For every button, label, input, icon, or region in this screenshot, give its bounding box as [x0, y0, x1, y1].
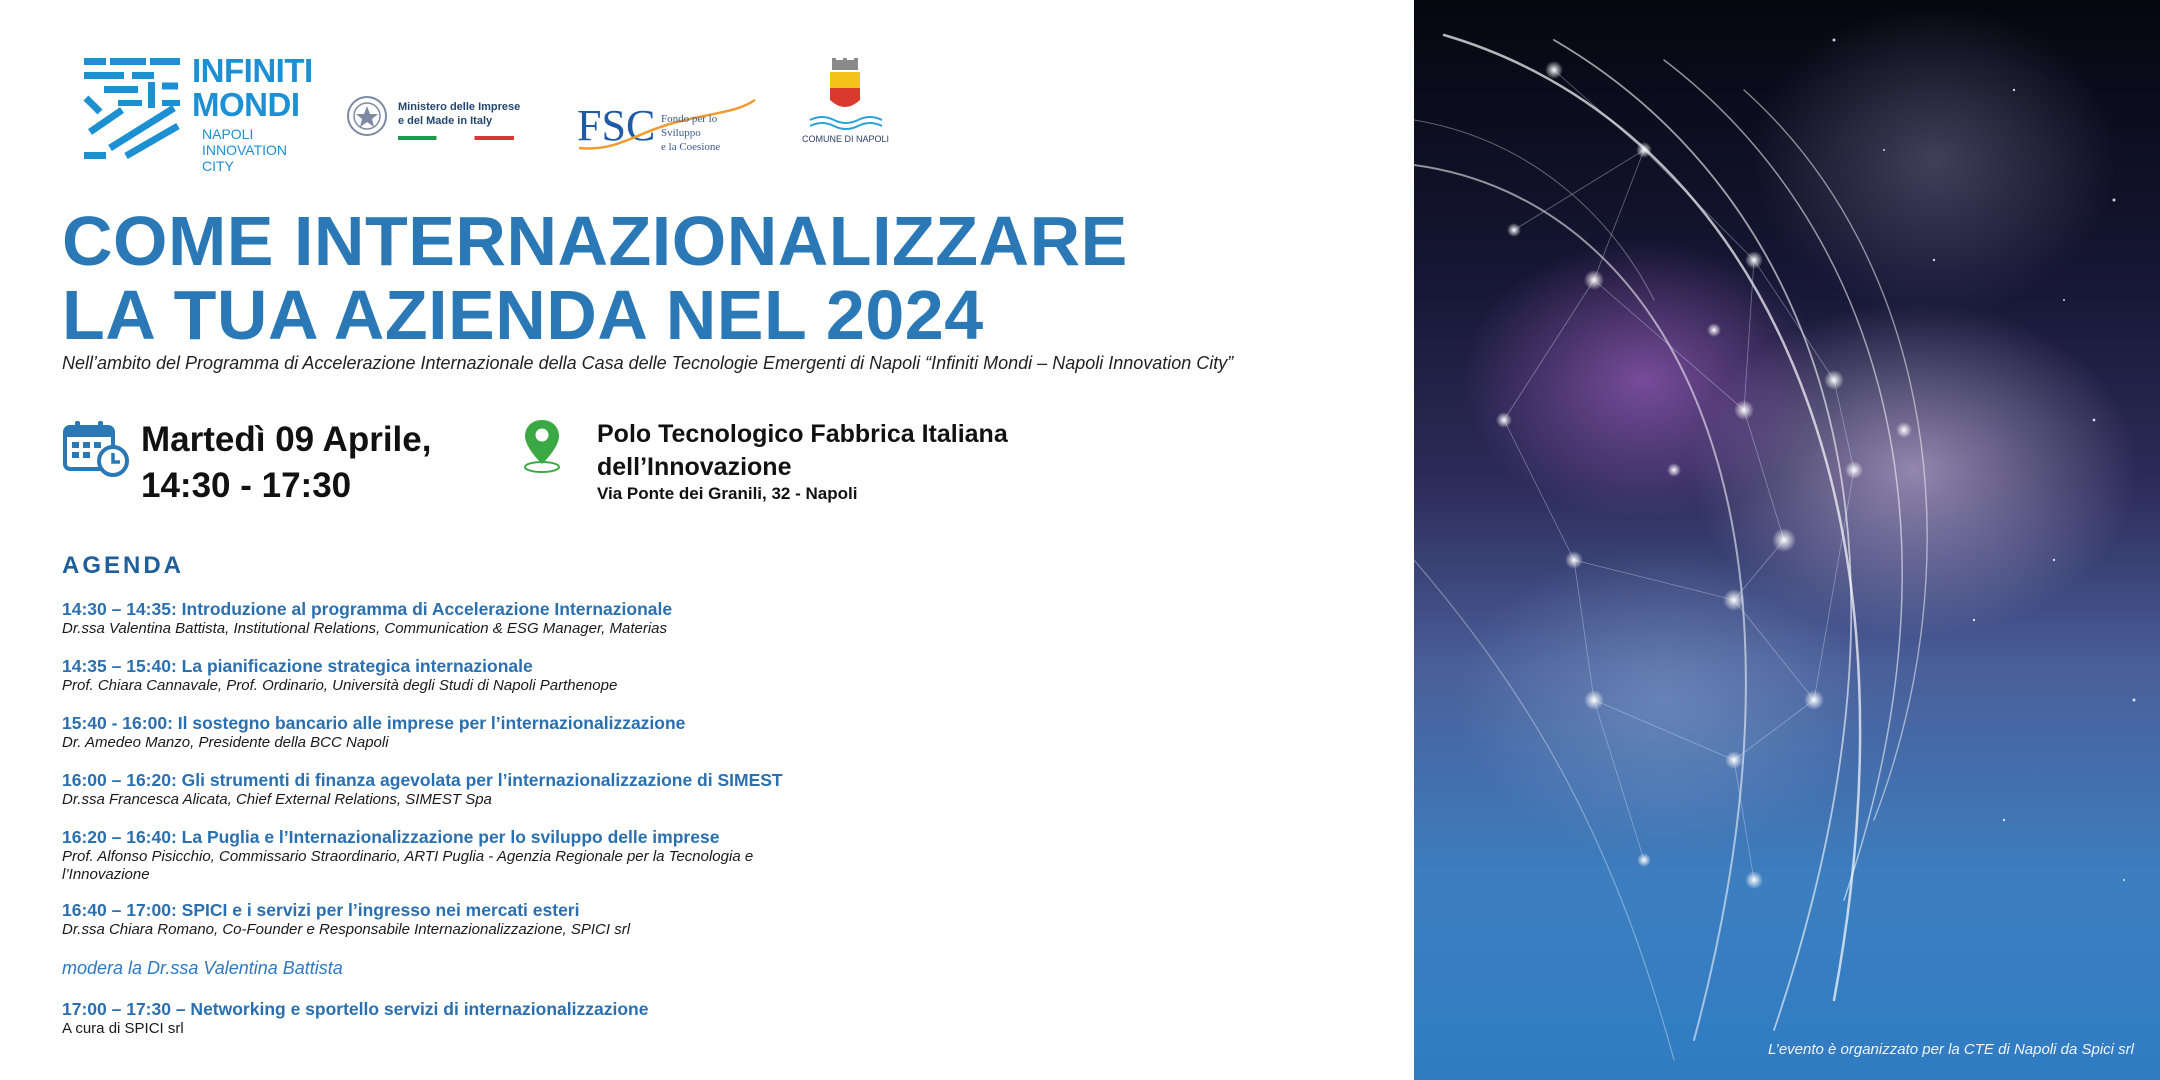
venue-name-line1: Polo Tecnologico Fabbrica Italiana [597, 420, 1008, 448]
fsc-logo-text: FSC [577, 101, 656, 150]
agenda-item-speaker: Dr.ssa Chiara Romano, Co-Founder e Responsabile Internazionalizzazione, SPICI srl [62, 921, 631, 938]
agenda-item-title: 15:40 - 16:00: Il sostegno bancario alle imprese per l’internazionalizzazione [62, 713, 686, 733]
agenda-item [62, 655, 822, 695]
network-mesh [1504, 70, 1854, 880]
agenda-item-speaker: Prof. Alfonso Pisicchio, Commissario Straordinario, ARTI Puglia - Agenzia Regionale per la Tecnologia e l’Innovazione [62, 848, 754, 883]
comune-di-napoli-logo [802, 58, 888, 158]
agenda-item-title: 16:00 – 16:20: Gli strumenti di finanza agevolata per l’internazionalizzazione di SIMEST [62, 770, 783, 790]
infiniti-mondi-logo [74, 52, 314, 174]
agenda-item [62, 826, 822, 884]
fsc-line1: Fondo per lo Sviluppo [661, 113, 718, 139]
network-globe-illustration [1414, 0, 2160, 1080]
tricolor-stripe [398, 136, 514, 140]
napoli-coat-of-arms-icon [802, 58, 888, 134]
fsc-line2: e la Coesione [661, 141, 721, 153]
organizer-credit: L’evento è organizzato per la CTE di Napoli da Spici srl [1767, 1041, 2134, 1058]
ministero-line2: e del Made in Italy [398, 115, 493, 127]
agenda-item-speaker: Dr.ssa Francesca Alicata, Chief External Relations, SIMEST Spa [62, 791, 492, 808]
partner-logos [64, 48, 914, 174]
stars [1833, 39, 2136, 882]
agenda-item-title: 16:40 – 17:00: SPICI e i servizi per l’ingresso nei mercati esteri [62, 900, 580, 920]
agenda-item-speaker: Dr.ssa Valentina Battista, Institutional Relations, Communication & ESG Manager, Materias [62, 620, 668, 637]
agenda-heading: AGENDA [62, 552, 185, 579]
logo-infiniti-text: INFINITI [192, 52, 313, 89]
infiniti-mondi-mark-icon [74, 52, 184, 168]
globe-network-image [1414, 0, 2160, 1080]
agenda-item-title: 14:35 – 15:40: La pianificazione strategica internazionale [62, 656, 533, 676]
agenda-item-speaker: Prof. Chiara Cannavale, Prof. Ordinario, Università degli Studi di Napoli Parthenope [62, 677, 618, 694]
page-title: COME INTERNAZIONALIZZARE LA TUA AZIENDA NEL 2024 [62, 202, 1128, 354]
logo-innovation-city-text: INNOVATION CITY [202, 142, 288, 174]
venue-address: Via Ponte dei Granili, 32 - Napoli [597, 484, 858, 503]
fsc-logo [577, 92, 757, 152]
venue-name-line2: dell’Innovazione [597, 453, 792, 481]
event-date: Martedì 09 Aprile, [141, 420, 432, 459]
agenda-item-title: 17:00 – 17:30 – Networking e sportello servizi di internazionalizzazione [62, 999, 649, 1019]
logo-napoli-text: NAPOLI [202, 126, 254, 142]
globe-arcs [1414, 35, 1927, 1060]
logo-mondi-text: MONDI [192, 86, 300, 123]
calendar-clock-icon [63, 421, 129, 477]
agenda-item-title: 14:30 – 14:35: Introduzione al programma di Accelerazione Internazionale [62, 599, 673, 619]
agenda-item [62, 899, 822, 939]
italian-emblem-icon [346, 92, 388, 144]
agenda-item [62, 598, 822, 638]
comune-di-napoli-text: COMUNE DI NAPOLI [802, 134, 890, 144]
moderator-note: modera la Dr.ssa Valentina Battista [62, 958, 343, 978]
event-subtitle: Nell’ambito del Programma di Accelerazione Internazionale della Casa delle Tecnologie Emergenti di Napoli “Infiniti Mondi – Napoli Innovation City” [62, 353, 1234, 373]
ministero-line1: Ministero delle Imprese [398, 101, 521, 113]
location-pin-icon [522, 418, 562, 473]
agenda-item [62, 769, 822, 809]
agenda-closing-item [62, 998, 822, 1038]
agenda-item-speaker: Dr. Amedeo Manzo, Presidente della BCC Napoli [62, 734, 389, 751]
ministero-logo [346, 92, 526, 148]
agenda-item-speaker: A cura di SPICI srl [62, 1020, 184, 1037]
agenda-item [62, 712, 822, 752]
event-time: 14:30 - 17:30 [141, 466, 352, 505]
agenda-item-title: 16:20 – 16:40: La Puglia e l’Internazionalizzazione per lo sviluppo delle imprese [62, 827, 720, 847]
